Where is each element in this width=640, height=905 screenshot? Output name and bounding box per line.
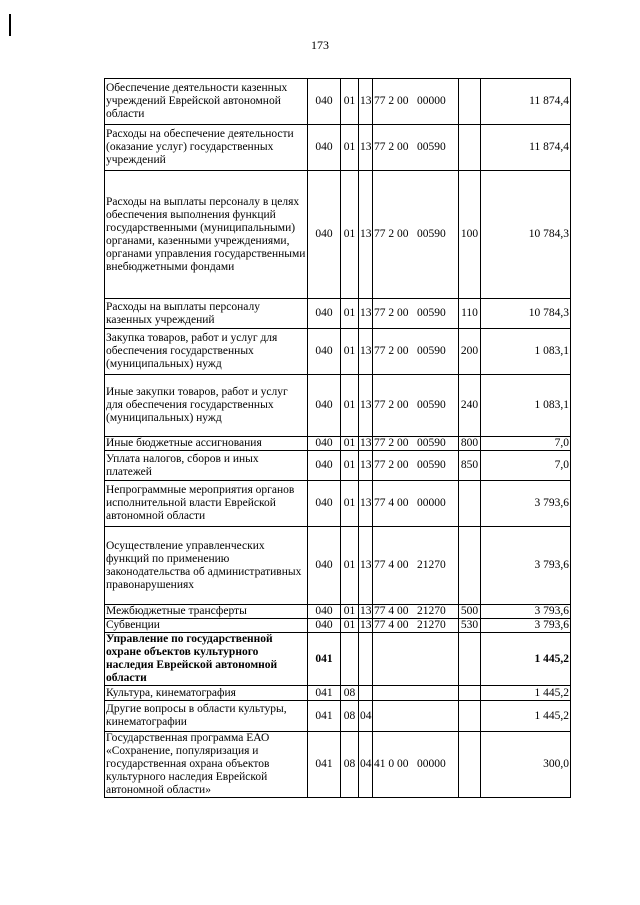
row-amount: 10 784,3 [481, 299, 571, 329]
row-subsection: 13 [359, 79, 373, 125]
table-row [105, 125, 571, 171]
row-expense-type: 800 [459, 437, 481, 451]
row-name: Культура, кинематография [105, 686, 308, 701]
row-subsection [359, 686, 373, 701]
row-section: 08 [341, 701, 359, 732]
row-name: Закупка товаров, работ и услуг для обеспечения государственных (муниципальных) нужд [105, 329, 308, 375]
row-subsection: 13 [359, 527, 373, 605]
program-code-part-b: 00000 [417, 497, 446, 509]
row-name: Расходы на обеспечение деятельности (оказание услуг) государственных учреждений [105, 125, 308, 171]
row-amount: 3 793,6 [481, 619, 571, 633]
row-admin-code: 041 [308, 686, 341, 701]
row-subsection: 13 [359, 481, 373, 527]
row-name: Иные бюджетные ассигнования [105, 437, 308, 451]
row-admin-code: 040 [308, 451, 341, 481]
row-program-code [373, 375, 459, 437]
row-section: 01 [341, 619, 359, 633]
program-code-part-b: 21270 [417, 605, 446, 617]
row-program-code [373, 732, 459, 798]
row-subsection: 13 [360, 605, 372, 617]
row-program-code [373, 481, 459, 527]
table-row [105, 299, 571, 329]
program-code-part-b: 00590 [417, 307, 446, 319]
row-section: 08 [341, 686, 359, 701]
row-section: 01 [341, 79, 359, 125]
row-program-code [373, 701, 459, 732]
table-body [105, 79, 571, 798]
row-program-code [373, 299, 459, 329]
row-admin-code: 041 [308, 701, 341, 732]
program-code-part-b: 00590 [417, 141, 446, 153]
row-subsection: 13 [359, 171, 373, 299]
row-section: 01 [341, 375, 359, 437]
row-expense-type: 110 [459, 299, 481, 329]
program-code-part-a: 77 2 00 [374, 399, 409, 411]
row-amount: 10 784,3 [481, 171, 571, 299]
program-code-part-a: 77 2 00 [374, 459, 409, 471]
row-expense-type: 240 [459, 375, 481, 437]
row-amount: 1 445,2 [481, 633, 571, 686]
row-subsection: 13 [359, 329, 373, 375]
row-program-code [373, 329, 459, 375]
program-code-part-a: 77 2 00 [374, 141, 409, 153]
row-admin-code: 040 [308, 619, 341, 633]
table-row [105, 732, 571, 798]
program-code-part-a: 77 4 00 [374, 559, 409, 571]
budget-table [104, 78, 571, 798]
row-expense-type: 530 [459, 619, 481, 633]
table-row [105, 686, 571, 701]
program-code-part-a: 77 4 00 [374, 497, 409, 509]
program-code-part-b: 00590 [417, 437, 446, 449]
row-subsection: 04 [359, 732, 373, 798]
row-subsection: 13 [359, 125, 373, 171]
table-row [105, 437, 571, 451]
row-name: Субвенции [105, 619, 308, 633]
row-name: Государственная программа ЕАО «Сохранение, популяризация и государственная охрана объектов культурного наследия Еврейской автономной области» [105, 732, 308, 798]
row-program-code [373, 605, 459, 619]
row-name: Непрограммные мероприятия органов исполнительной власти Еврейской автономной области [105, 481, 308, 527]
row-admin-code: 040 [308, 299, 341, 329]
row-name: Обеспечение деятельности казенных учреждений Еврейской автономной области [105, 79, 308, 125]
row-section: 01 [341, 481, 359, 527]
table-row [105, 605, 571, 619]
row-subsection: 04 [359, 701, 373, 732]
row-amount: 1 445,2 [481, 701, 571, 732]
row-admin-code: 040 [308, 527, 341, 605]
row-amount: 300,0 [481, 732, 571, 798]
row-amount: 3 793,6 [481, 481, 571, 527]
row-admin-code: 040 [308, 79, 341, 125]
program-code-part-b: 00590 [417, 459, 446, 471]
row-amount: 1 083,1 [481, 375, 571, 437]
table-row [105, 451, 571, 481]
program-code-part-a: 41 0 00 [374, 758, 409, 770]
row-amount: 1 083,1 [481, 329, 571, 375]
row-section: 01 [341, 171, 359, 299]
row-subsection: 13 [359, 299, 373, 329]
program-code-part-b: 00590 [417, 345, 446, 357]
row-amount: 11 874,4 [481, 79, 571, 125]
row-expense-type: 100 [459, 171, 481, 299]
row-admin-code: 040 [308, 125, 341, 171]
row-admin-code: 040 [308, 329, 341, 375]
row-program-code [373, 527, 459, 605]
row-expense-type [459, 701, 481, 732]
row-section: 01 [341, 437, 359, 451]
row-expense-type: 500 [459, 605, 481, 619]
row-expense-type [459, 481, 481, 527]
row-expense-type: 200 [459, 329, 481, 375]
row-program-code [373, 451, 459, 481]
program-code-part-a: 77 4 00 [374, 619, 409, 631]
table-row [105, 329, 571, 375]
program-code-part-b: 00590 [417, 399, 446, 411]
row-program-code [373, 437, 459, 451]
program-code-part-b: 00000 [417, 758, 446, 770]
row-admin-code: 040 [308, 605, 341, 619]
program-code-part-a: 77 2 00 [374, 345, 409, 357]
row-subsection: 13 [359, 375, 373, 437]
row-expense-type [459, 686, 481, 701]
table-row [105, 619, 571, 633]
margin-mark [9, 14, 11, 36]
table-row [105, 481, 571, 527]
table-row [105, 633, 571, 686]
row-admin-code: 040 [308, 171, 341, 299]
row-admin-code: 041 [308, 732, 341, 798]
row-amount: 11 874,4 [481, 125, 571, 171]
program-code-part-b: 00590 [417, 228, 446, 240]
row-amount: 7,0 [481, 437, 571, 451]
row-amount: 3 793,6 [481, 527, 571, 605]
row-program-code [373, 171, 459, 299]
row-expense-type [459, 125, 481, 171]
table-row [105, 79, 571, 125]
row-section: 01 [341, 329, 359, 375]
row-expense-type [459, 633, 481, 686]
row-expense-type: 850 [459, 451, 481, 481]
row-section: 01 [341, 451, 359, 481]
row-program-code [373, 619, 459, 633]
row-program-code [373, 633, 459, 686]
row-admin-code: 041 [308, 633, 341, 686]
row-name: Другие вопросы в области культуры, кинематографии [105, 701, 308, 732]
row-expense-type [459, 732, 481, 798]
row-section: 01 [341, 299, 359, 329]
table-row [105, 701, 571, 732]
row-subsection: 13 [360, 437, 372, 449]
row-name: Расходы на выплаты персоналу в целях обеспечения выполнения функций государственными (муниципальными) органами, казенными учреждениями, органами управления государственными внебюджетными фондами [105, 171, 308, 299]
table-row [105, 527, 571, 605]
row-expense-type [459, 79, 481, 125]
program-code-part-a: 77 2 00 [374, 307, 409, 319]
row-section: 01 [341, 527, 359, 605]
program-code-part-a: 77 2 00 [374, 228, 409, 240]
row-name: Уплата налогов, сборов и иных платежей [105, 451, 308, 481]
row-subsection: 13 [359, 451, 373, 481]
program-code-part-a: 77 2 00 [374, 437, 409, 449]
row-subsection [359, 633, 373, 686]
row-admin-code: 040 [308, 437, 341, 451]
row-admin-code: 040 [308, 375, 341, 437]
program-code-part-b: 21270 [417, 559, 446, 571]
row-section [341, 633, 359, 686]
program-code-part-a: 77 2 00 [374, 95, 409, 107]
program-code-part-b: 00000 [417, 95, 446, 107]
row-section: 01 [341, 605, 359, 619]
page-number: 173 [311, 38, 329, 52]
row-amount: 1 445,2 [481, 686, 571, 701]
row-amount: 3 793,6 [481, 605, 571, 619]
row-name: Иные закупки товаров, работ и услуг для обеспечения государственных (муниципальных) нужд [105, 375, 308, 437]
row-section: 01 [341, 125, 359, 171]
row-name: Расходы на выплаты персоналу казенных учреждений [105, 299, 308, 329]
program-code-part-a: 77 4 00 [374, 605, 409, 617]
row-program-code [373, 125, 459, 171]
row-name: Межбюджетные трансферты [105, 605, 308, 619]
table-row [105, 171, 571, 299]
row-name: Осуществление управленческих функций по применению законодательства об административных правонарушениях [105, 527, 308, 605]
program-code-part-b: 21270 [417, 619, 446, 631]
row-name: Управление по государственной охране объектов культурного наследия Еврейской автономной области [105, 633, 308, 686]
row-admin-code: 040 [308, 481, 341, 527]
row-program-code [373, 686, 459, 701]
row-section: 08 [341, 732, 359, 798]
row-expense-type [459, 527, 481, 605]
row-amount: 7,0 [481, 451, 571, 481]
row-subsection: 13 [360, 619, 372, 631]
table-row [105, 375, 571, 437]
row-program-code [373, 79, 459, 125]
